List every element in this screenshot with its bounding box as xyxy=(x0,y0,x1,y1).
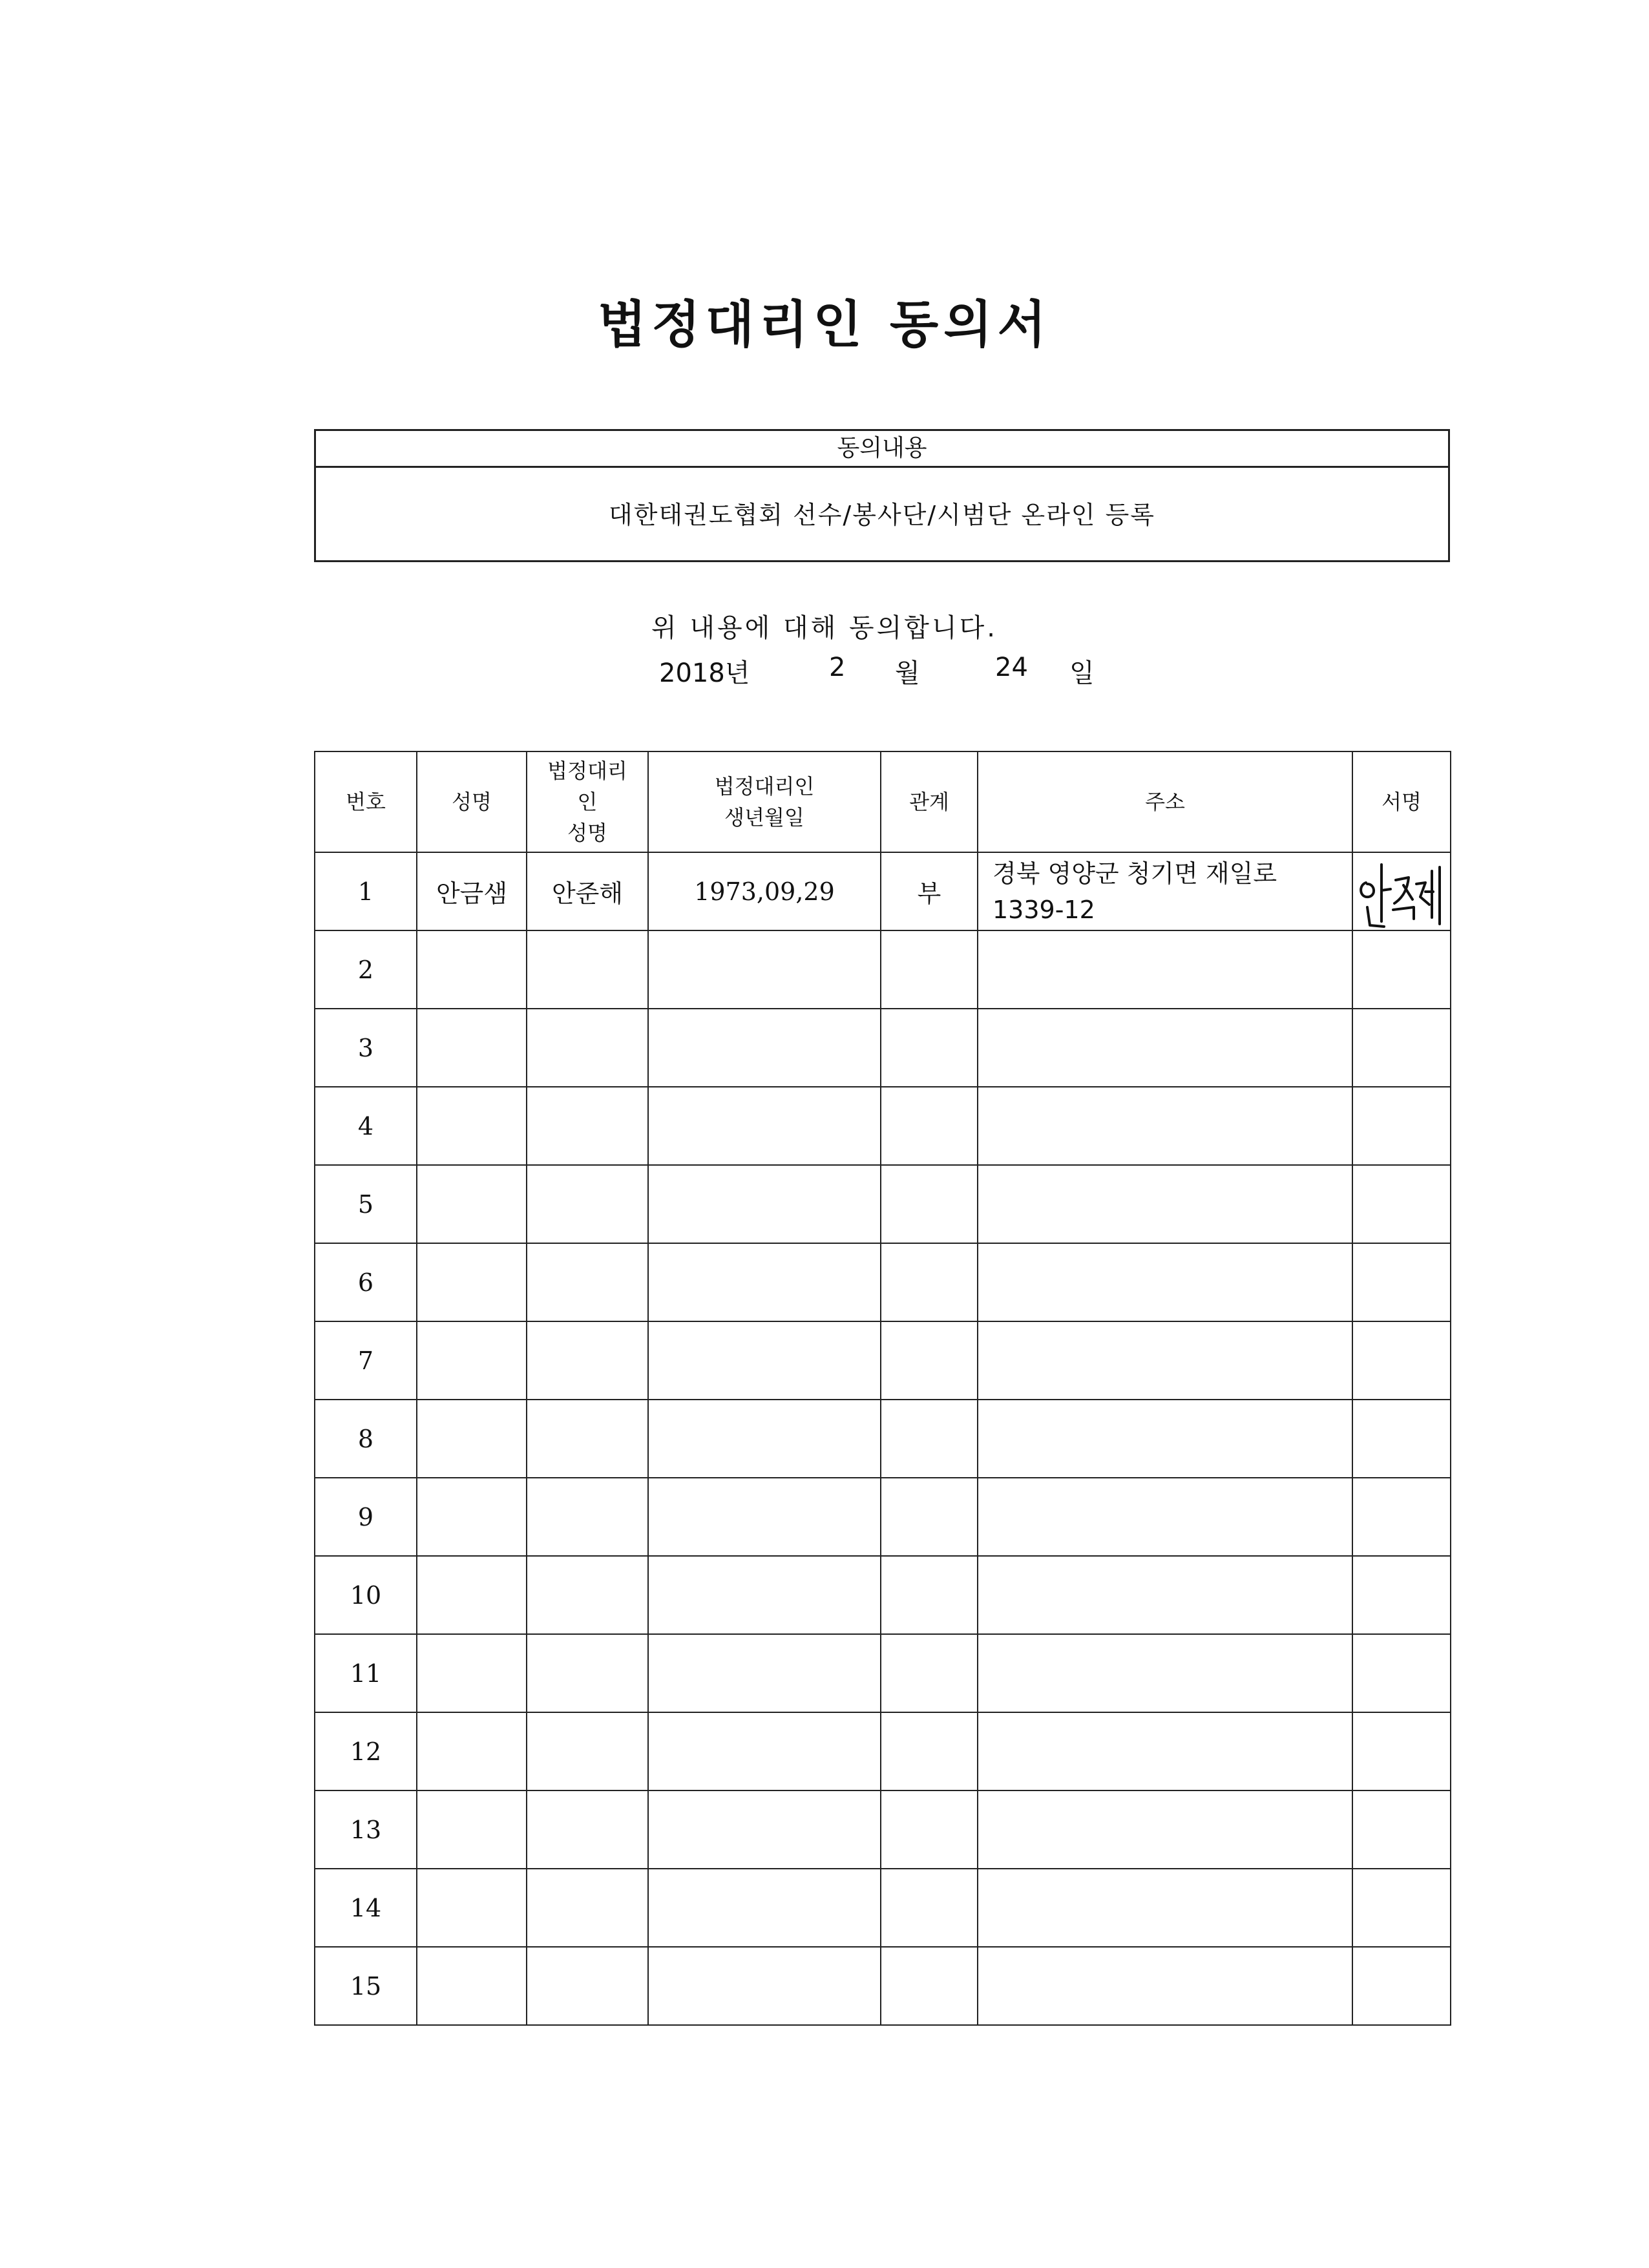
row-signature xyxy=(1352,1165,1451,1243)
row-guardian-birth xyxy=(648,1478,881,1556)
row-number: 14 xyxy=(315,1869,417,1947)
row-number: 3 xyxy=(315,1009,417,1087)
date-year: 2018년 xyxy=(659,658,750,688)
row-relation xyxy=(881,1947,978,2025)
agreement-statement: 위 내용에 대해 동의합니다. xyxy=(651,613,998,643)
row-address-line2: 1339-12 xyxy=(993,895,1095,924)
row-name: 안금샘 xyxy=(417,852,527,930)
header-guardian-name-line2: 인 xyxy=(577,790,598,814)
row-address xyxy=(978,1243,1352,1321)
row-name xyxy=(417,1087,527,1165)
date-day-unit: 일 xyxy=(1069,658,1095,688)
row-address xyxy=(978,1165,1352,1243)
row-number: 9 xyxy=(315,1478,417,1556)
row-number: 13 xyxy=(315,1790,417,1869)
header-relation: 관계 xyxy=(881,751,978,852)
row-name xyxy=(417,1009,527,1087)
row-signature xyxy=(1352,930,1451,1009)
row-address xyxy=(978,1947,1352,2025)
date-month-unit: 월 xyxy=(895,658,920,688)
row-relation xyxy=(881,1165,978,1243)
row-signature xyxy=(1352,1556,1451,1634)
row-guardian-birth xyxy=(648,1321,881,1400)
row-number: 6 xyxy=(315,1243,417,1321)
table-row xyxy=(315,1634,1451,1712)
row-number: 1 xyxy=(315,852,417,930)
row-guardian-birth xyxy=(648,1400,881,1478)
table-row xyxy=(315,1087,1451,1165)
table-row xyxy=(315,1947,1451,2025)
row-guardian-name xyxy=(527,1947,648,2025)
row-guardian-birth xyxy=(648,1556,881,1634)
row-address xyxy=(978,1009,1352,1087)
table-row xyxy=(315,1556,1451,1634)
row-address-line1: 경북 영양군 청기면 재일로 xyxy=(993,859,1277,888)
row-address xyxy=(978,1478,1352,1556)
header-signature: 서명 xyxy=(1352,751,1451,852)
row-address xyxy=(978,1790,1352,1869)
row-guardian-name xyxy=(527,1087,648,1165)
row-name xyxy=(417,1556,527,1634)
row-relation xyxy=(881,1321,978,1400)
row-address xyxy=(978,852,1352,930)
row-signature xyxy=(1352,1400,1451,1478)
row-relation: 부 xyxy=(881,852,978,930)
table-row xyxy=(315,1478,1451,1556)
row-guardian-name xyxy=(527,1321,648,1400)
header-guardian-name-line1: 법정대리 xyxy=(547,759,627,783)
row-number: 4 xyxy=(315,1087,417,1165)
header-address: 주소 xyxy=(978,751,1352,852)
row-relation xyxy=(881,1712,978,1790)
row-guardian-name xyxy=(527,1556,648,1634)
row-number: 10 xyxy=(315,1556,417,1634)
row-name xyxy=(417,1947,527,2025)
row-address xyxy=(978,1869,1352,1947)
row-address xyxy=(978,1087,1352,1165)
row-guardian-name: 안준해 xyxy=(527,852,648,930)
header-number: 번호 xyxy=(315,751,417,852)
row-signature xyxy=(1352,1790,1451,1869)
table-row xyxy=(315,1009,1451,1087)
row-relation xyxy=(881,1790,978,1869)
table-row xyxy=(315,1321,1451,1400)
row-guardian-birth xyxy=(648,930,881,1009)
handwritten-signature xyxy=(1353,845,1451,936)
row-number: 11 xyxy=(315,1634,417,1712)
header-name: 성명 xyxy=(417,751,527,852)
row-guardian-name xyxy=(527,1712,648,1790)
row-signature xyxy=(1352,1478,1451,1556)
table-row xyxy=(315,852,1451,930)
row-signature xyxy=(1352,1947,1451,2025)
row-number: 5 xyxy=(315,1165,417,1243)
document-title: 법정대리인 동의서 xyxy=(598,296,1051,354)
row-signature xyxy=(1352,852,1451,930)
row-number: 15 xyxy=(315,1947,417,2025)
row-guardian-birth: 1973,09,29 xyxy=(648,852,881,930)
row-number: 12 xyxy=(315,1712,417,1790)
row-relation xyxy=(881,1869,978,1947)
row-guardian-birth xyxy=(648,1243,881,1321)
header-guardian-name xyxy=(527,751,648,852)
row-name xyxy=(417,1790,527,1869)
row-address xyxy=(978,930,1352,1009)
row-signature xyxy=(1352,1087,1451,1165)
row-number: 7 xyxy=(315,1321,417,1400)
row-address xyxy=(978,1400,1352,1478)
row-relation xyxy=(881,1009,978,1087)
table-row xyxy=(315,1165,1451,1243)
row-name xyxy=(417,1869,527,1947)
consent-header: 동의내용 xyxy=(316,431,1448,468)
row-relation xyxy=(881,1478,978,1556)
header-guardian-birth-line1: 법정대리인 xyxy=(714,774,815,799)
header-guardian-birth-line2: 생년월일 xyxy=(724,805,804,830)
row-name xyxy=(417,1165,527,1243)
row-guardian-birth xyxy=(648,1165,881,1243)
table-row xyxy=(315,1869,1451,1947)
row-address xyxy=(978,1712,1352,1790)
row-address xyxy=(978,1321,1352,1400)
row-name xyxy=(417,1478,527,1556)
table-row xyxy=(315,1712,1451,1790)
row-guardian-birth xyxy=(648,1869,881,1947)
row-relation xyxy=(881,1243,978,1321)
row-guardian-name xyxy=(527,930,648,1009)
row-number: 2 xyxy=(315,930,417,1009)
table-row xyxy=(315,930,1451,1009)
row-guardian-birth xyxy=(648,1790,881,1869)
row-guardian-name xyxy=(527,1869,648,1947)
row-guardian-name xyxy=(527,1009,648,1087)
row-address xyxy=(978,1634,1352,1712)
row-signature xyxy=(1352,1321,1451,1400)
row-number: 8 xyxy=(315,1400,417,1478)
row-guardian-name xyxy=(527,1165,648,1243)
row-guardian-name xyxy=(527,1243,648,1321)
guardian-table xyxy=(314,751,1451,2026)
row-signature xyxy=(1352,1009,1451,1087)
row-guardian-name xyxy=(527,1400,648,1478)
header-guardian-birth xyxy=(648,751,881,852)
date-month: 2 xyxy=(829,653,846,682)
row-relation xyxy=(881,1400,978,1478)
row-signature xyxy=(1352,1869,1451,1947)
row-relation xyxy=(881,1634,978,1712)
row-guardian-birth xyxy=(648,1009,881,1087)
table-row xyxy=(315,1400,1451,1478)
table-row xyxy=(315,1243,1451,1321)
row-name xyxy=(417,1243,527,1321)
row-signature xyxy=(1352,1243,1451,1321)
table-header-row xyxy=(315,751,1451,852)
table-row xyxy=(315,1790,1451,1869)
consent-content: 대한태권도협회 선수/봉사단/시범단 온라인 등록 xyxy=(608,501,1155,529)
row-guardian-birth xyxy=(648,1087,881,1165)
row-name xyxy=(417,930,527,1009)
date-day: 24 xyxy=(995,653,1028,682)
row-guardian-birth xyxy=(648,1947,881,2025)
row-guardian-birth xyxy=(648,1634,881,1712)
row-relation xyxy=(881,1087,978,1165)
row-name xyxy=(417,1712,527,1790)
row-signature xyxy=(1352,1634,1451,1712)
row-signature xyxy=(1352,1712,1451,1790)
row-name xyxy=(417,1321,527,1400)
row-name xyxy=(417,1634,527,1712)
row-guardian-name xyxy=(527,1478,648,1556)
row-address xyxy=(978,1556,1352,1634)
row-relation xyxy=(881,930,978,1009)
row-guardian-name xyxy=(527,1790,648,1869)
row-name xyxy=(417,1400,527,1478)
row-relation xyxy=(881,1556,978,1634)
header-guardian-name-line3: 성명 xyxy=(567,821,607,845)
consent-box xyxy=(314,429,1450,562)
row-guardian-name xyxy=(527,1634,648,1712)
row-guardian-birth xyxy=(648,1712,881,1790)
